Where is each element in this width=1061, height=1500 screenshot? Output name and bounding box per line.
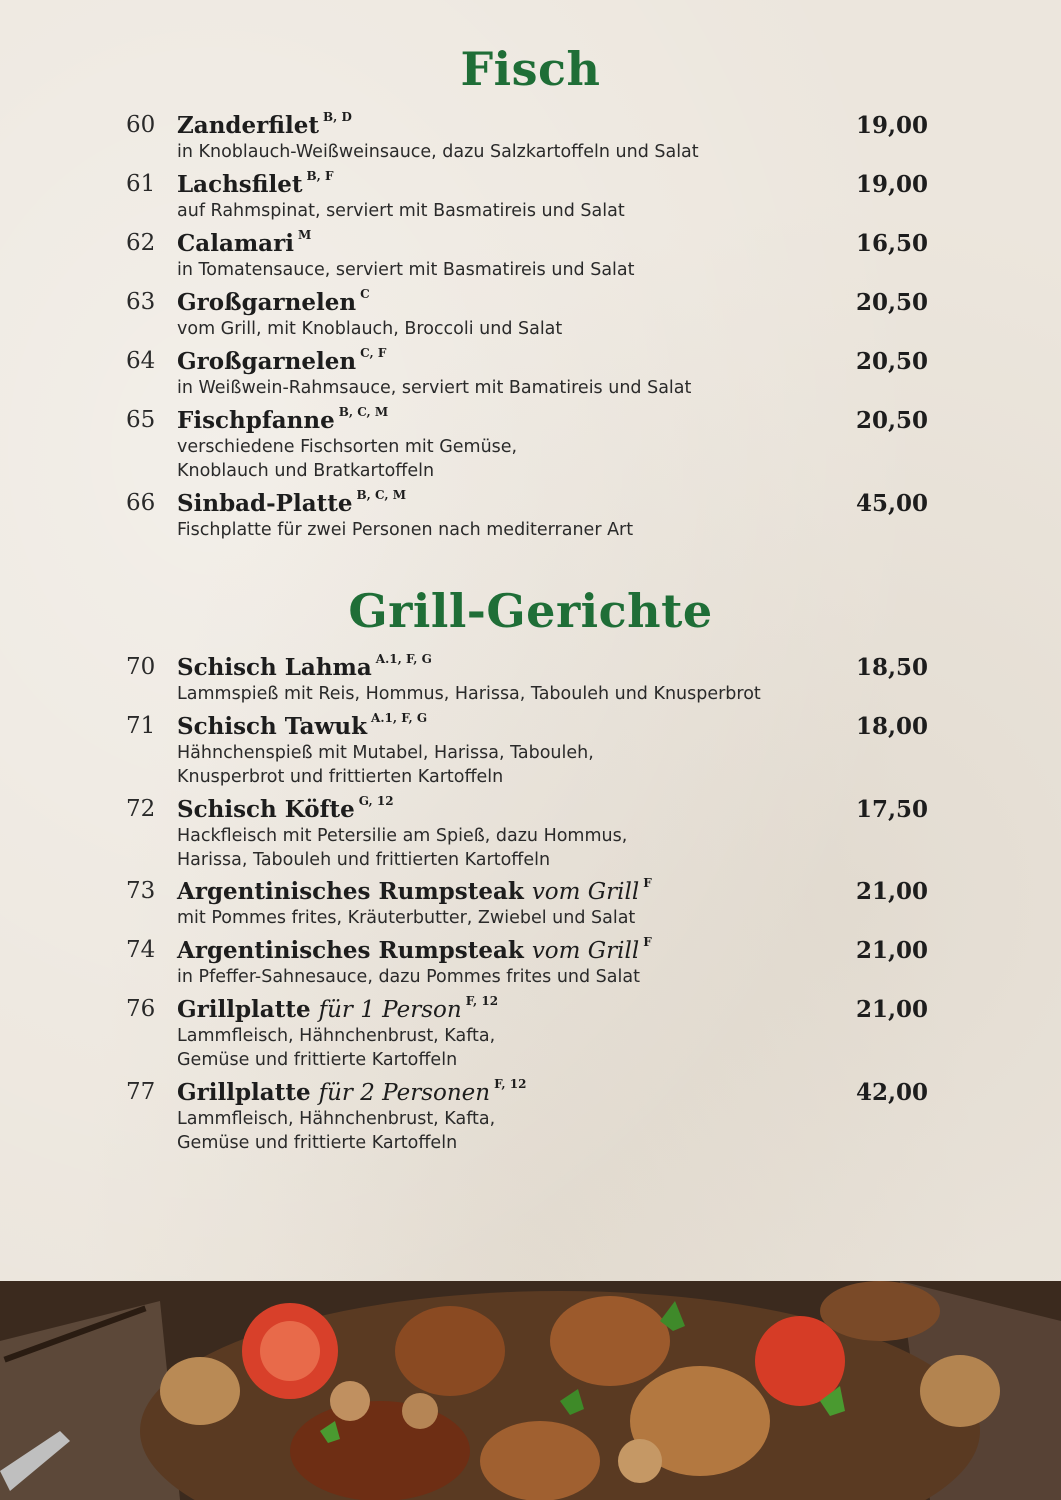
item-title: Argentinisches Rumpsteak: [177, 878, 524, 905]
grilled-food-photo: [0, 1281, 1061, 1500]
item-price: 21,00: [855, 996, 928, 1023]
item-price: 20,50: [855, 348, 928, 375]
item-name: [177, 230, 311, 257]
item-title-suffix: für 2 Personen: [318, 1080, 491, 1106]
allergen-codes: A.1, F, G: [375, 652, 432, 667]
item-title: Lachsfilet: [177, 171, 303, 198]
item-name: [177, 490, 406, 517]
item-number: 77: [126, 1079, 156, 1105]
fisch-section: [0, 42, 1061, 96]
item-price: 17,50: [855, 796, 928, 823]
item-description: mit Pommes frites, Kräuterbutter, Zwiebel und Salat: [177, 908, 636, 928]
item-number: 65: [126, 407, 156, 433]
item-name: [177, 878, 652, 905]
item-name: [177, 713, 427, 740]
item-title: Grillplatte: [177, 996, 311, 1023]
allergen-codes: F, 12: [494, 1077, 527, 1092]
item-name: [177, 348, 386, 375]
allergen-codes: F: [643, 935, 652, 950]
item-title: Großgarnelen: [177, 348, 357, 375]
item-description: vom Grill, mit Knoblauch, Broccoli und Salat: [177, 319, 563, 339]
item-description: Hähnchenspieß mit Mutabel, Harissa, Tabouleh, Knusperbrot und frittierten Kartoffeln: [177, 743, 594, 787]
allergen-codes: B, C, M: [356, 488, 406, 503]
item-description: auf Rahmspinat, serviert mit Basmatireis und Salat: [177, 201, 625, 221]
grilled-food-illustration: [0, 1281, 1061, 1500]
item-title: Fischpfanne: [177, 407, 335, 434]
item-price: 19,00: [855, 171, 928, 198]
item-number: 62: [126, 230, 156, 256]
item-title-suffix: für 1 Person: [318, 997, 462, 1023]
item-description: Lammspieß mit Reis, Hommus, Harissa, Tabouleh und Knusperbrot: [177, 684, 761, 704]
allergen-codes: B, F: [306, 169, 334, 184]
item-number: 61: [126, 171, 156, 197]
item-title: Argentinisches Rumpsteak: [177, 937, 524, 964]
item-name: [177, 289, 370, 316]
item-title: Grillplatte: [177, 1079, 311, 1106]
item-name: [177, 1079, 526, 1106]
item-description: verschiedene Fischsorten mit Gemüse, Knoblauch und Bratkartoffeln: [177, 437, 518, 481]
item-description: in Pfeffer-Sahnesauce, dazu Pommes frites und Salat: [177, 967, 640, 987]
item-price: 20,50: [855, 407, 928, 434]
item-description: in Tomatensauce, serviert mit Basmatireis und Salat: [177, 260, 635, 280]
item-title-suffix: vom Grill: [531, 879, 640, 905]
item-price: 16,50: [855, 230, 928, 257]
section-title-grill: Grill-Gerichte: [348, 584, 713, 638]
grill-section: [0, 584, 1061, 638]
item-price: 45,00: [855, 490, 928, 517]
item-description: Fischplatte für zwei Personen nach mediterraner Art: [177, 520, 634, 540]
item-description: Lammfleisch, Hähnchenbrust, Kafta, Gemüse und frittierte Kartoffeln: [177, 1026, 496, 1070]
item-title: Calamari: [177, 230, 294, 257]
item-name: [177, 112, 352, 139]
item-price: 21,00: [855, 878, 928, 905]
item-title: Großgarnelen: [177, 289, 357, 316]
item-name: [177, 937, 652, 964]
item-number: 70: [126, 654, 156, 680]
section-title-fisch: Fisch: [460, 42, 601, 96]
allergen-codes: C: [360, 287, 370, 302]
item-title: Schisch Tawuk: [177, 713, 368, 740]
item-description: in Weißwein-Rahmsauce, serviert mit Bamatireis und Salat: [177, 378, 692, 398]
allergen-codes: M: [297, 228, 312, 243]
allergen-codes: B, D: [322, 110, 352, 125]
item-name: [177, 654, 432, 681]
item-number: 76: [126, 996, 156, 1022]
item-price: 18,00: [855, 713, 928, 740]
item-price: 42,00: [855, 1079, 928, 1106]
item-name: [177, 171, 334, 198]
item-number: 60: [126, 112, 156, 138]
item-number: 66: [126, 490, 156, 516]
allergen-codes: A.1, F, G: [371, 711, 428, 726]
item-description: in Knoblauch-Weißweinsauce, dazu Salzkartoffeln und Salat: [177, 142, 699, 162]
item-title: Zanderfilet: [177, 112, 319, 139]
item-description: Hackfleisch mit Petersilie am Spieß, dazu Hommus, Harissa, Tabouleh und frittierten Kartoffeln: [177, 826, 628, 870]
item-name: [177, 407, 388, 434]
item-price: 21,00: [855, 937, 928, 964]
allergen-codes: B, C, M: [338, 405, 389, 420]
item-number: 74: [126, 937, 156, 963]
item-price: 18,50: [855, 654, 928, 681]
item-description: Lammfleisch, Hähnchenbrust, Kafta, Gemüse und frittierte Kartoffeln: [177, 1109, 496, 1153]
allergen-codes: F, 12: [465, 994, 499, 1009]
allergen-codes: C, F: [360, 346, 387, 361]
item-number: 73: [126, 878, 156, 904]
item-title: Schisch Köfte: [177, 796, 355, 823]
item-title: Schisch Lahma: [177, 654, 372, 681]
item-number: 71: [126, 713, 156, 739]
item-number: 72: [126, 796, 156, 822]
item-title-suffix: vom Grill: [531, 938, 640, 964]
item-price: 20,50: [855, 289, 928, 316]
item-number: 63: [126, 289, 156, 315]
item-name: [177, 796, 394, 823]
allergen-codes: G, 12: [358, 794, 394, 809]
allergen-codes: F: [643, 876, 652, 891]
item-price: 19,00: [855, 112, 928, 139]
item-name: [177, 996, 498, 1023]
item-title: Sinbad-Platte: [177, 490, 353, 517]
item-number: 64: [126, 348, 156, 374]
